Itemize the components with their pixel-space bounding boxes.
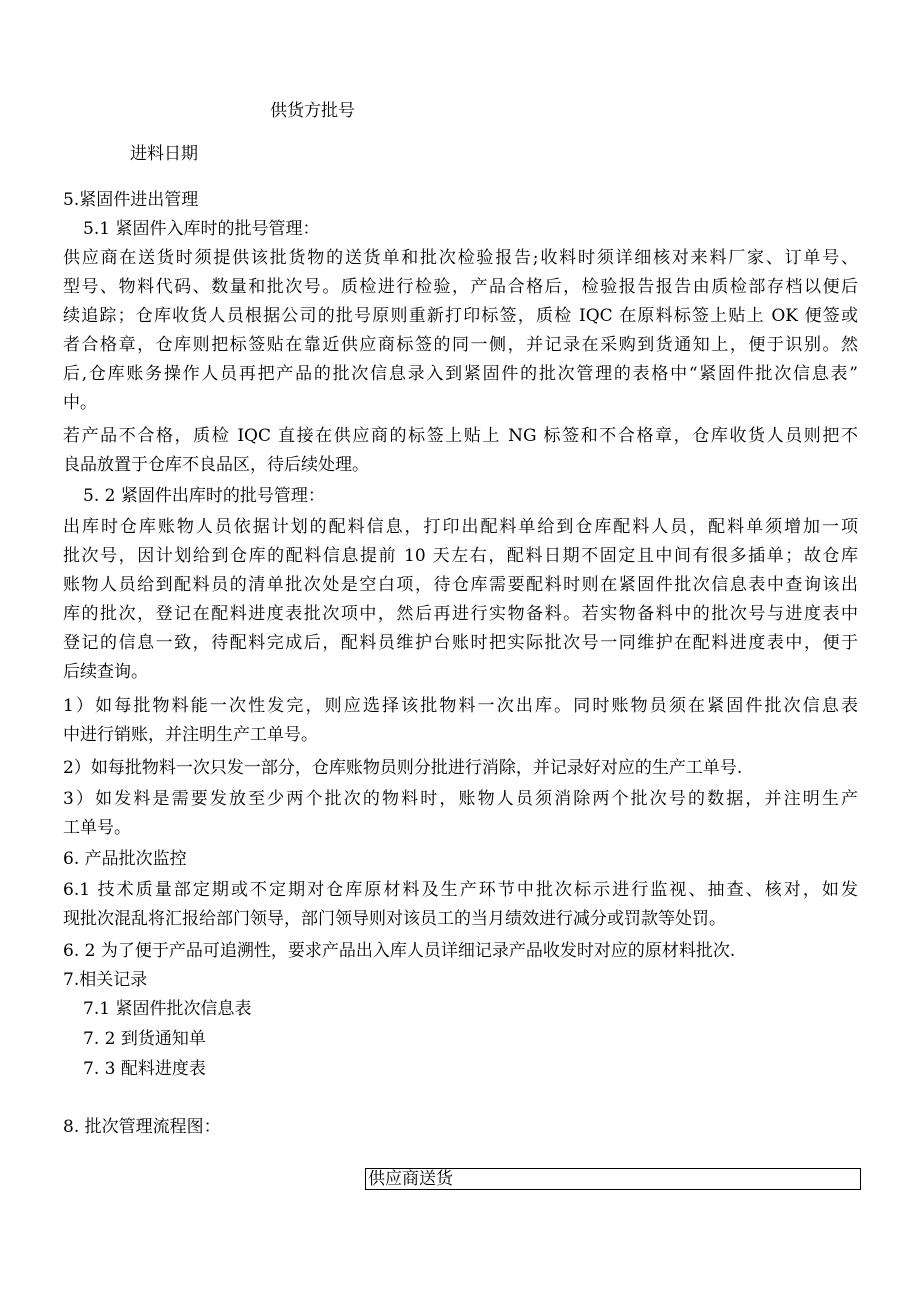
para-line: 后续查询。: [63, 662, 148, 682]
para-line: 登记的信息一致，待配料完成后，配料员维护台账时把实际批次号一同维护在配料进度表中，便于: [63, 633, 858, 653]
para-line: 现批次混乱将汇报给部门领导，部门领导则对该员工的当月绩效进行减分或罚款等处罚。: [63, 909, 726, 929]
list-item-line: 1）如每批物料能一次性发完，则应选择该批物料一次出库。同时账物员须在紧固件批次信息表: [63, 696, 858, 716]
para-line: 出库时仓库账物人员依据计划的配料信息，打印出配料单给到仓库配料人员，配料单须增加一项: [63, 517, 858, 537]
section6-para2: 6. 2 为了便于产品可追溯性，要求产品出入库人员详细记录产品收发时对应的原材料批次.: [63, 941, 736, 961]
para-line: 者合格章，仓库则把标签贴在靠近供应商标签的同一侧，并记录在采购到货通知上，便于识别。然: [63, 335, 858, 355]
section7-item-3: 7. 3 配料进度表: [83, 1059, 206, 1079]
para-line: 后,仓库账务操作人员再把产品的批次信息录入到紧固件的批次管理的表格中“紧固件批次信息表”: [63, 364, 858, 384]
section6-title: 6. 产品批次监控: [63, 849, 187, 869]
list-item-line: 工单号。: [63, 818, 131, 838]
flowchart-supplier-delivery-box: 供应商送货: [365, 1168, 861, 1190]
section7-title: 7.相关记录: [63, 970, 148, 990]
section5-2-title: 5. 2 紧固件出库时的批号管理：: [83, 486, 325, 506]
list-item-line: 3）如发料是需要发放至少两个批次的物料时，账物人员须消除两个批次号的数据，并注明生产: [63, 789, 858, 809]
para-line: 库的批次，登记在配料进度表批次项中，然后再进行实物备料。若实物备料中的批次号与进度表中: [63, 604, 858, 624]
list-item-line: 中进行销账，并注明生产工单号。: [63, 725, 318, 745]
incoming-date-label: 进料日期: [130, 144, 198, 164]
section5-1-title: 5.1 紧固件入库时的批号管理：: [83, 219, 320, 239]
para-line: 供应商在送货时须提供该批货物的送货单和批次检验报告;收料时须详细核对来料厂家、订单号、: [63, 248, 858, 268]
para-line: 账物人员给到配料员的清单批次处是空白项，待仓库需要配料时则在紧固件批次信息表中查询该出: [63, 575, 858, 595]
para-line: 型号、物料代码、数量和批次号。质检进行检验，产品合格后，检验报告报告由质检部存档以便后: [63, 277, 858, 297]
para-line: 续追踪；仓库收货人员根据公司的批号原则重新打印标签，质检 IQC 在原料标签上贴上 OK 便签或: [63, 306, 858, 326]
para-line: 中。: [63, 393, 97, 413]
section7-item-2: 7. 2 到货通知单: [83, 1029, 206, 1049]
para-line: 良品放置于仓库不良品区，待后续处理。: [63, 455, 369, 475]
section8-title: 8. 批次管理流程图：: [63, 1117, 221, 1137]
section5-title: 5.紧固件进出管理: [63, 190, 199, 210]
para-line: 6.1 技术质量部定期或不定期对仓库原材料及生产环节中批次标示进行监视、抽查、核对，如发: [63, 880, 858, 900]
section7-item-1: 7.1 紧固件批次信息表: [83, 999, 252, 1019]
para-line: 批次号，因计划给到仓库的配料信息提前 10 天左右，配料日期不固定且中间有很多插单；故仓库: [63, 546, 858, 566]
list-item-line: 2）如每批物料一次只发一部分，仓库账物员则分批进行消除，并记录好对应的生产工单号.: [63, 758, 743, 778]
para-line: 若产品不合格，质检 IQC 直接在供应商的标签上贴上 NG 标签和不合格章，仓库收货人员则把不: [63, 426, 858, 446]
supplier-batch-label: 供货方批号: [270, 101, 355, 121]
